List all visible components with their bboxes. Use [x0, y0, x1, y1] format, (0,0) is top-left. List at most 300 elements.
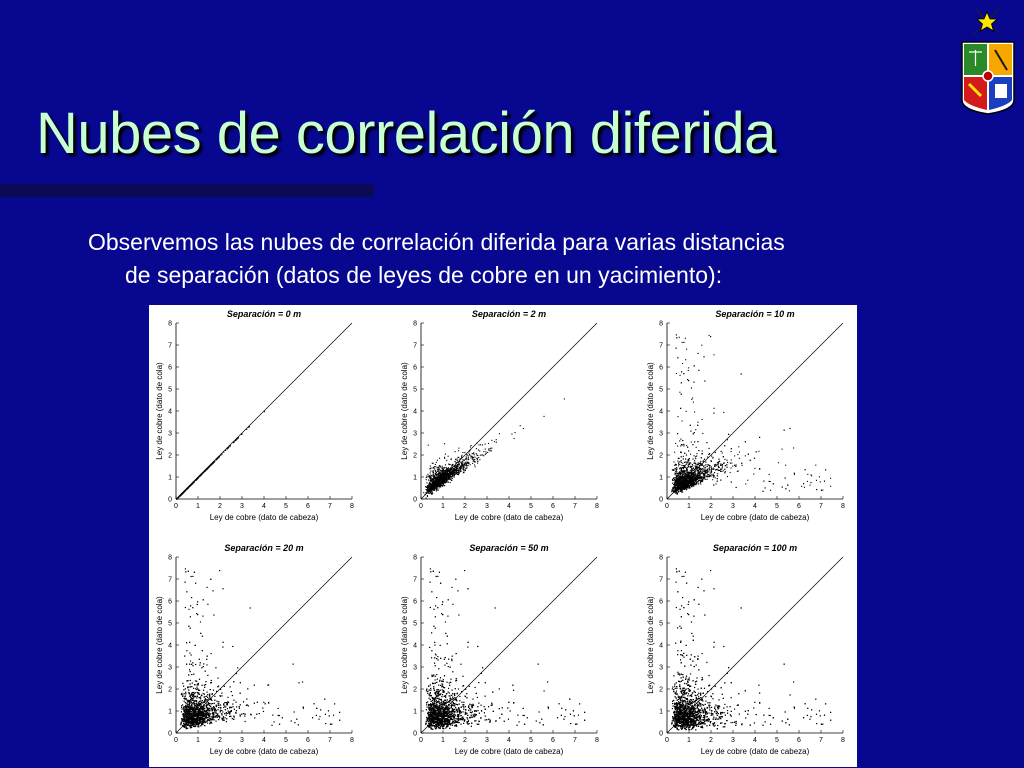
data-point [698, 450, 699, 451]
x-tick-label: 4 [262, 737, 266, 744]
x-tick-label: 3 [240, 737, 244, 744]
data-point [681, 478, 682, 479]
data-point [770, 490, 771, 491]
data-point [457, 474, 458, 475]
data-point [462, 465, 463, 466]
data-point [450, 472, 451, 473]
data-point [701, 469, 702, 470]
data-point [436, 482, 437, 483]
y-tick-label: 6 [659, 364, 663, 372]
data-point [425, 492, 426, 493]
data-point [714, 465, 715, 466]
data-point [679, 337, 680, 338]
data-point [427, 476, 428, 477]
data-point [687, 484, 688, 485]
data-point [742, 465, 743, 466]
data-point [824, 481, 825, 482]
data-point [468, 453, 469, 454]
data-point [459, 470, 460, 471]
data-point [692, 444, 693, 445]
data-point [472, 463, 473, 464]
data-point [697, 353, 698, 354]
data-point [758, 451, 759, 452]
data-point [451, 480, 452, 481]
data-point [693, 402, 694, 403]
data-point [438, 473, 439, 474]
data-point [706, 442, 707, 443]
data-point [680, 477, 681, 478]
university-coat-of-arms-icon [955, 0, 1023, 116]
data-point [693, 382, 694, 383]
data-point [246, 429, 247, 430]
data-point [433, 474, 434, 475]
data-point [455, 451, 456, 452]
data-point [699, 467, 700, 468]
data-point [436, 484, 437, 485]
data-point [717, 462, 718, 463]
data-point [461, 468, 462, 469]
data-point [496, 439, 497, 440]
data-point [442, 466, 443, 467]
data-point [485, 444, 486, 445]
data-point [689, 488, 690, 489]
data-point [442, 476, 443, 477]
data-point [430, 478, 431, 479]
star-icon [973, 8, 1001, 34]
data-point [675, 481, 676, 482]
data-point [225, 450, 226, 451]
data-point [494, 441, 495, 442]
data-point [442, 486, 443, 487]
x-tick-label: 8 [350, 737, 354, 744]
data-point [765, 487, 766, 488]
data-point [822, 490, 823, 491]
data-point [723, 412, 724, 413]
data-point [678, 477, 679, 478]
data-point [804, 487, 805, 488]
data-point [438, 471, 439, 472]
data-point [449, 477, 450, 478]
data-point [432, 470, 433, 471]
data-point [678, 475, 679, 476]
data-point [700, 483, 701, 484]
data-point [731, 463, 732, 464]
data-point [686, 478, 687, 479]
x-tick-label: 1 [196, 737, 200, 744]
data-point [694, 483, 695, 484]
data-point [736, 487, 737, 488]
data-point [702, 419, 703, 420]
x-tick-label: 0 [174, 503, 178, 510]
data-point [429, 484, 430, 485]
data-point [727, 476, 728, 477]
y-tick-label: 8 [413, 320, 417, 328]
data-point [452, 478, 453, 479]
data-point [681, 491, 682, 492]
data-point [693, 470, 694, 471]
data-point [438, 468, 439, 469]
x-tick-label: 8 [350, 503, 354, 510]
data-point [735, 466, 736, 467]
data-point [458, 464, 459, 465]
data-point [677, 485, 678, 486]
data-point [682, 463, 683, 464]
data-point [448, 473, 449, 474]
data-point [683, 485, 684, 486]
data-point [468, 457, 469, 458]
data-point [450, 464, 451, 465]
data-point [697, 441, 698, 442]
data-point [434, 466, 435, 467]
scatter-points [176, 411, 265, 500]
data-point [692, 458, 693, 459]
y-tick-label: 5 [168, 386, 172, 394]
data-point [718, 470, 719, 471]
data-point [738, 446, 739, 447]
y-tick-label: 7 [659, 342, 663, 350]
data-point [679, 392, 680, 393]
data-point [689, 464, 690, 465]
data-point [691, 387, 692, 388]
data-point [726, 464, 727, 465]
data-point [460, 458, 461, 459]
y-tick-label: 8 [168, 554, 172, 562]
data-point [461, 457, 462, 458]
x-tick-label: 2 [218, 503, 222, 510]
data-point [430, 470, 431, 471]
data-point [520, 425, 521, 426]
data-point [442, 482, 443, 483]
data-point [684, 481, 685, 482]
data-point [452, 475, 453, 476]
data-point [677, 357, 678, 358]
data-point [676, 471, 677, 472]
data-point [682, 492, 683, 493]
data-point [450, 468, 451, 469]
data-point [423, 492, 424, 493]
data-point [432, 489, 433, 490]
data-point [436, 462, 437, 463]
data-point [684, 453, 685, 454]
data-point [443, 473, 444, 474]
data-point [437, 460, 438, 461]
data-point [681, 394, 682, 395]
data-point [703, 469, 704, 470]
data-point [449, 470, 450, 471]
data-point [708, 454, 709, 455]
data-point [433, 478, 434, 479]
data-point [681, 471, 682, 472]
diagonal-line [176, 323, 352, 499]
data-point [737, 471, 738, 472]
data-point [676, 480, 677, 481]
data-point [450, 459, 451, 460]
y-tick-label: 1 [413, 474, 417, 482]
data-point [455, 472, 456, 473]
data-point [680, 486, 681, 487]
data-point [810, 482, 811, 483]
data-point [686, 489, 687, 490]
scatter-points [423, 398, 565, 498]
data-point [687, 487, 688, 488]
data-point [448, 467, 449, 468]
data-point [682, 474, 683, 475]
data-point [676, 464, 677, 465]
data-point [714, 408, 715, 409]
data-point [691, 468, 692, 469]
data-point [694, 455, 695, 456]
data-point [694, 441, 695, 442]
data-point [690, 431, 691, 432]
data-point [673, 470, 674, 471]
data-point [426, 492, 427, 493]
data-point [687, 467, 688, 468]
data-point [693, 433, 694, 434]
x-tick-label: 8 [595, 503, 599, 510]
data-point [695, 466, 696, 467]
data-point [688, 380, 689, 381]
data-point [230, 445, 231, 446]
y-tick-label: 0 [168, 730, 172, 738]
y-tick-label: 8 [659, 320, 663, 328]
data-point [682, 440, 683, 441]
data-point [682, 444, 683, 445]
data-point [430, 472, 431, 473]
data-point [209, 466, 210, 467]
data-point [471, 456, 472, 457]
data-point [677, 433, 678, 434]
x-tick-label: 1 [687, 503, 691, 510]
data-point [425, 494, 426, 495]
data-point [811, 475, 812, 476]
data-point [680, 439, 681, 440]
x-tick-label: 5 [284, 503, 288, 510]
lagged-scatter-charts [149, 305, 857, 767]
data-point [444, 457, 445, 458]
data-point [769, 481, 770, 482]
x-tick-label: 7 [328, 737, 332, 744]
y-tick-label: 4 [659, 408, 663, 416]
data-point [716, 483, 717, 484]
data-point [454, 470, 455, 471]
y-tick-label: 3 [168, 664, 172, 672]
y-tick-label: 2 [659, 452, 663, 460]
y-tick-label: 0 [659, 496, 663, 504]
diagonal-line [176, 557, 352, 733]
data-point [692, 465, 693, 466]
data-point [698, 480, 699, 481]
data-point [483, 455, 484, 456]
data-point [688, 474, 689, 475]
data-point [439, 487, 440, 488]
data-point [457, 472, 458, 473]
data-point [684, 484, 685, 485]
data-point [683, 467, 684, 468]
data-point [473, 461, 474, 462]
data-point [443, 481, 444, 482]
data-point [478, 444, 479, 445]
data-point [675, 493, 676, 494]
data-point [454, 473, 455, 474]
data-point [685, 461, 686, 462]
data-point [701, 463, 702, 464]
data-point [192, 483, 193, 484]
data-point [684, 479, 685, 480]
data-point [674, 484, 675, 485]
data-point [713, 474, 714, 475]
data-point [432, 493, 433, 494]
chart-title: Separación = 20 m [224, 543, 304, 553]
data-point [683, 471, 684, 472]
data-point [703, 466, 704, 467]
x-tick-label: 1 [441, 503, 445, 510]
data-point [437, 478, 438, 479]
data-point [211, 464, 212, 465]
data-point [680, 445, 681, 446]
data-point [674, 487, 675, 488]
data-point [677, 489, 678, 490]
data-point [713, 476, 714, 477]
data-point [185, 490, 186, 491]
data-point [444, 474, 445, 475]
data-point [678, 462, 679, 463]
data-point [816, 480, 817, 481]
data-point [428, 488, 429, 489]
data-point [709, 468, 710, 469]
data-point [461, 471, 462, 472]
data-point [446, 468, 447, 469]
data-point [437, 489, 438, 490]
data-point [675, 468, 676, 469]
data-point [694, 478, 695, 479]
y-tick-label: 5 [413, 386, 417, 394]
data-point [458, 448, 459, 449]
data-point [472, 453, 473, 454]
data-point [676, 490, 677, 491]
data-point [684, 466, 685, 467]
data-point [681, 482, 682, 483]
data-point [719, 467, 720, 468]
data-point [448, 482, 449, 483]
data-point [676, 348, 677, 349]
data-point [722, 464, 723, 465]
x-tick-label: 3 [731, 503, 735, 510]
data-point [716, 465, 717, 466]
data-point [479, 450, 480, 451]
data-point [694, 480, 695, 481]
x-tick-label: 4 [262, 503, 266, 510]
data-point [465, 463, 466, 464]
data-point [425, 486, 426, 487]
x-axis-label: Ley de cobre (dato de cabeza) [209, 513, 319, 522]
data-point [218, 457, 219, 458]
data-point [458, 462, 459, 463]
data-point [430, 492, 431, 493]
y-axis-label: Ley de cobre (dato de cola) [646, 362, 655, 460]
data-point [707, 476, 708, 477]
data-point [713, 413, 714, 414]
data-point [431, 487, 432, 488]
data-point [434, 469, 435, 470]
data-point [481, 455, 482, 456]
data-point [468, 456, 469, 457]
data-point [724, 472, 725, 473]
data-point [463, 472, 464, 473]
data-point [696, 447, 697, 448]
data-point [466, 456, 467, 457]
data-point [692, 483, 693, 484]
data-point [476, 443, 477, 444]
data-point [688, 370, 689, 371]
data-point [830, 478, 831, 479]
data-point [685, 359, 686, 360]
y-tick-label: 6 [168, 364, 172, 372]
data-point [688, 477, 689, 478]
data-point [707, 466, 708, 467]
data-point [237, 438, 238, 439]
data-point [705, 479, 706, 480]
data-point [830, 486, 831, 487]
data-point [745, 455, 746, 456]
data-point [825, 469, 826, 470]
data-point [425, 489, 426, 490]
data-point [457, 460, 458, 461]
x-tick-label: 2 [463, 503, 467, 510]
data-point [681, 489, 682, 490]
data-point [819, 476, 820, 477]
data-point [769, 474, 770, 475]
data-point [721, 451, 722, 452]
data-point [782, 486, 783, 487]
data-point [458, 470, 459, 471]
data-point [701, 457, 702, 458]
x-tick-label: 7 [573, 503, 577, 510]
data-point [457, 466, 458, 467]
data-point [466, 459, 467, 460]
data-point [697, 467, 698, 468]
data-point [679, 486, 680, 487]
data-point [686, 469, 687, 470]
scatter-chart-2 [400, 309, 599, 522]
data-point [468, 459, 469, 460]
data-point [448, 456, 449, 457]
data-point [471, 445, 472, 446]
data-point [445, 482, 446, 483]
data-point [683, 470, 684, 471]
data-point [470, 457, 471, 458]
data-point [708, 471, 709, 472]
data-point [724, 445, 725, 446]
data-point [446, 475, 447, 476]
data-point [680, 479, 681, 480]
data-point [461, 456, 462, 457]
data-point [677, 445, 678, 446]
data-point [820, 481, 821, 482]
data-point [468, 465, 469, 466]
data-point [711, 456, 712, 457]
y-tick-label: 3 [413, 430, 417, 438]
data-point [485, 449, 486, 450]
y-tick-label: 3 [659, 430, 663, 438]
data-point [679, 464, 680, 465]
data-point [683, 487, 684, 488]
data-point [436, 488, 437, 489]
data-point [443, 469, 444, 470]
data-point [444, 472, 445, 473]
data-point [678, 464, 679, 465]
data-point [715, 464, 716, 465]
data-point [458, 472, 459, 473]
